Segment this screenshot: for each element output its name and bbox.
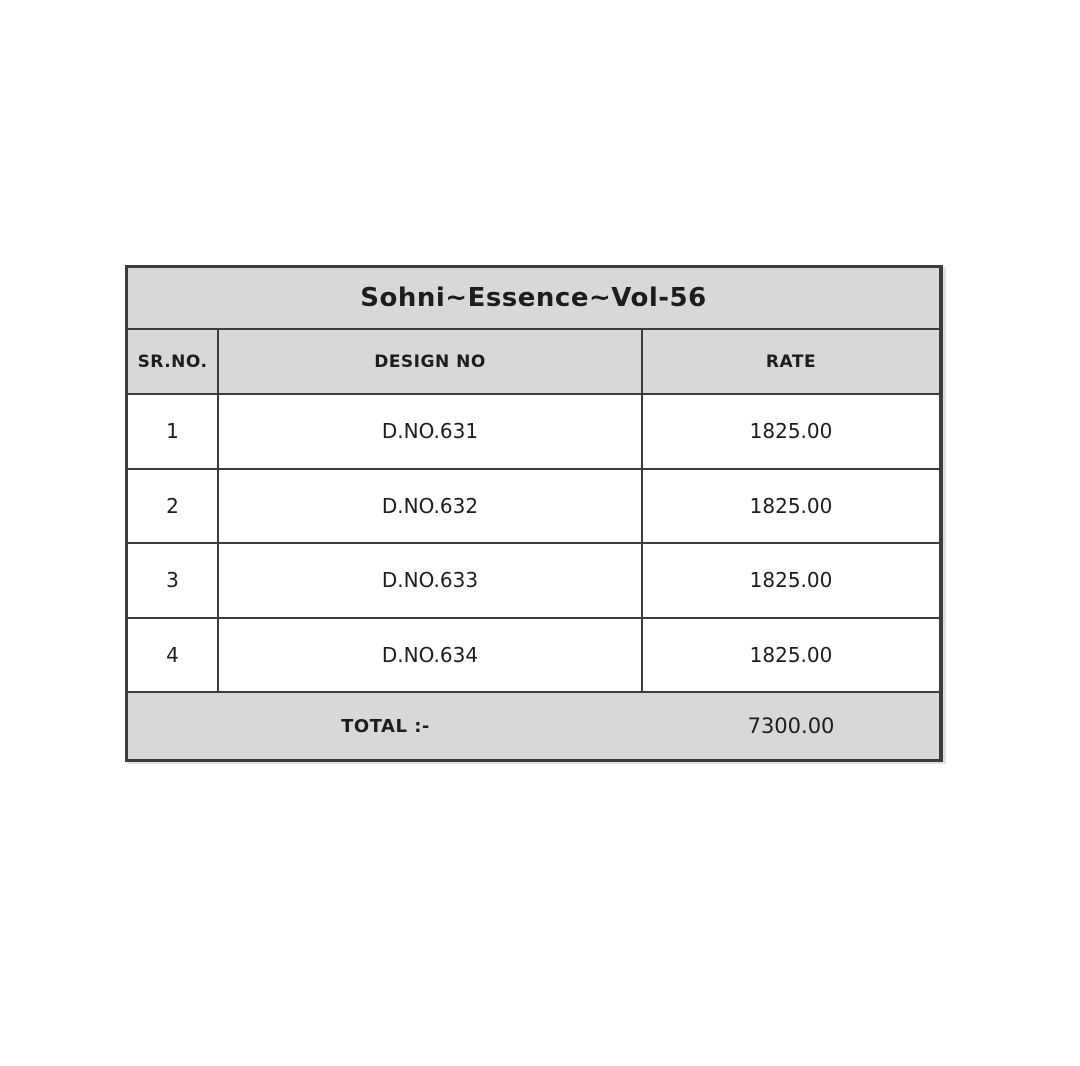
row-2-rate-cell: 1825.00 bbox=[643, 470, 939, 545]
row-2-design-cell: D.NO.632 bbox=[219, 470, 643, 545]
column-header-sr-no: SR.NO. bbox=[128, 330, 219, 395]
row-1-sr-cell: 1 bbox=[128, 395, 219, 470]
table-title: Sohni~Essence~Vol-56 bbox=[128, 268, 939, 330]
row-1-design-cell: D.NO.631 bbox=[219, 395, 643, 470]
row-4-design-cell: D.NO.634 bbox=[219, 619, 643, 694]
row-2-sr-cell: 2 bbox=[128, 470, 219, 545]
row-3-rate-cell: 1825.00 bbox=[643, 544, 939, 619]
column-header-design-no: DESIGN NO bbox=[219, 330, 643, 395]
total-label: TOTAL :- bbox=[128, 693, 643, 759]
row-1-rate-cell: 1825.00 bbox=[643, 395, 939, 470]
rate-list-sheet bbox=[125, 265, 943, 762]
row-3-sr-cell: 3 bbox=[128, 544, 219, 619]
total-value: 7300.00 bbox=[643, 693, 939, 759]
row-4-sr-cell: 4 bbox=[128, 619, 219, 694]
column-header-rate: RATE bbox=[643, 330, 939, 395]
row-3-design-cell: D.NO.633 bbox=[219, 544, 643, 619]
rate-table bbox=[125, 265, 943, 762]
row-4-rate-cell: 1825.00 bbox=[643, 619, 939, 694]
